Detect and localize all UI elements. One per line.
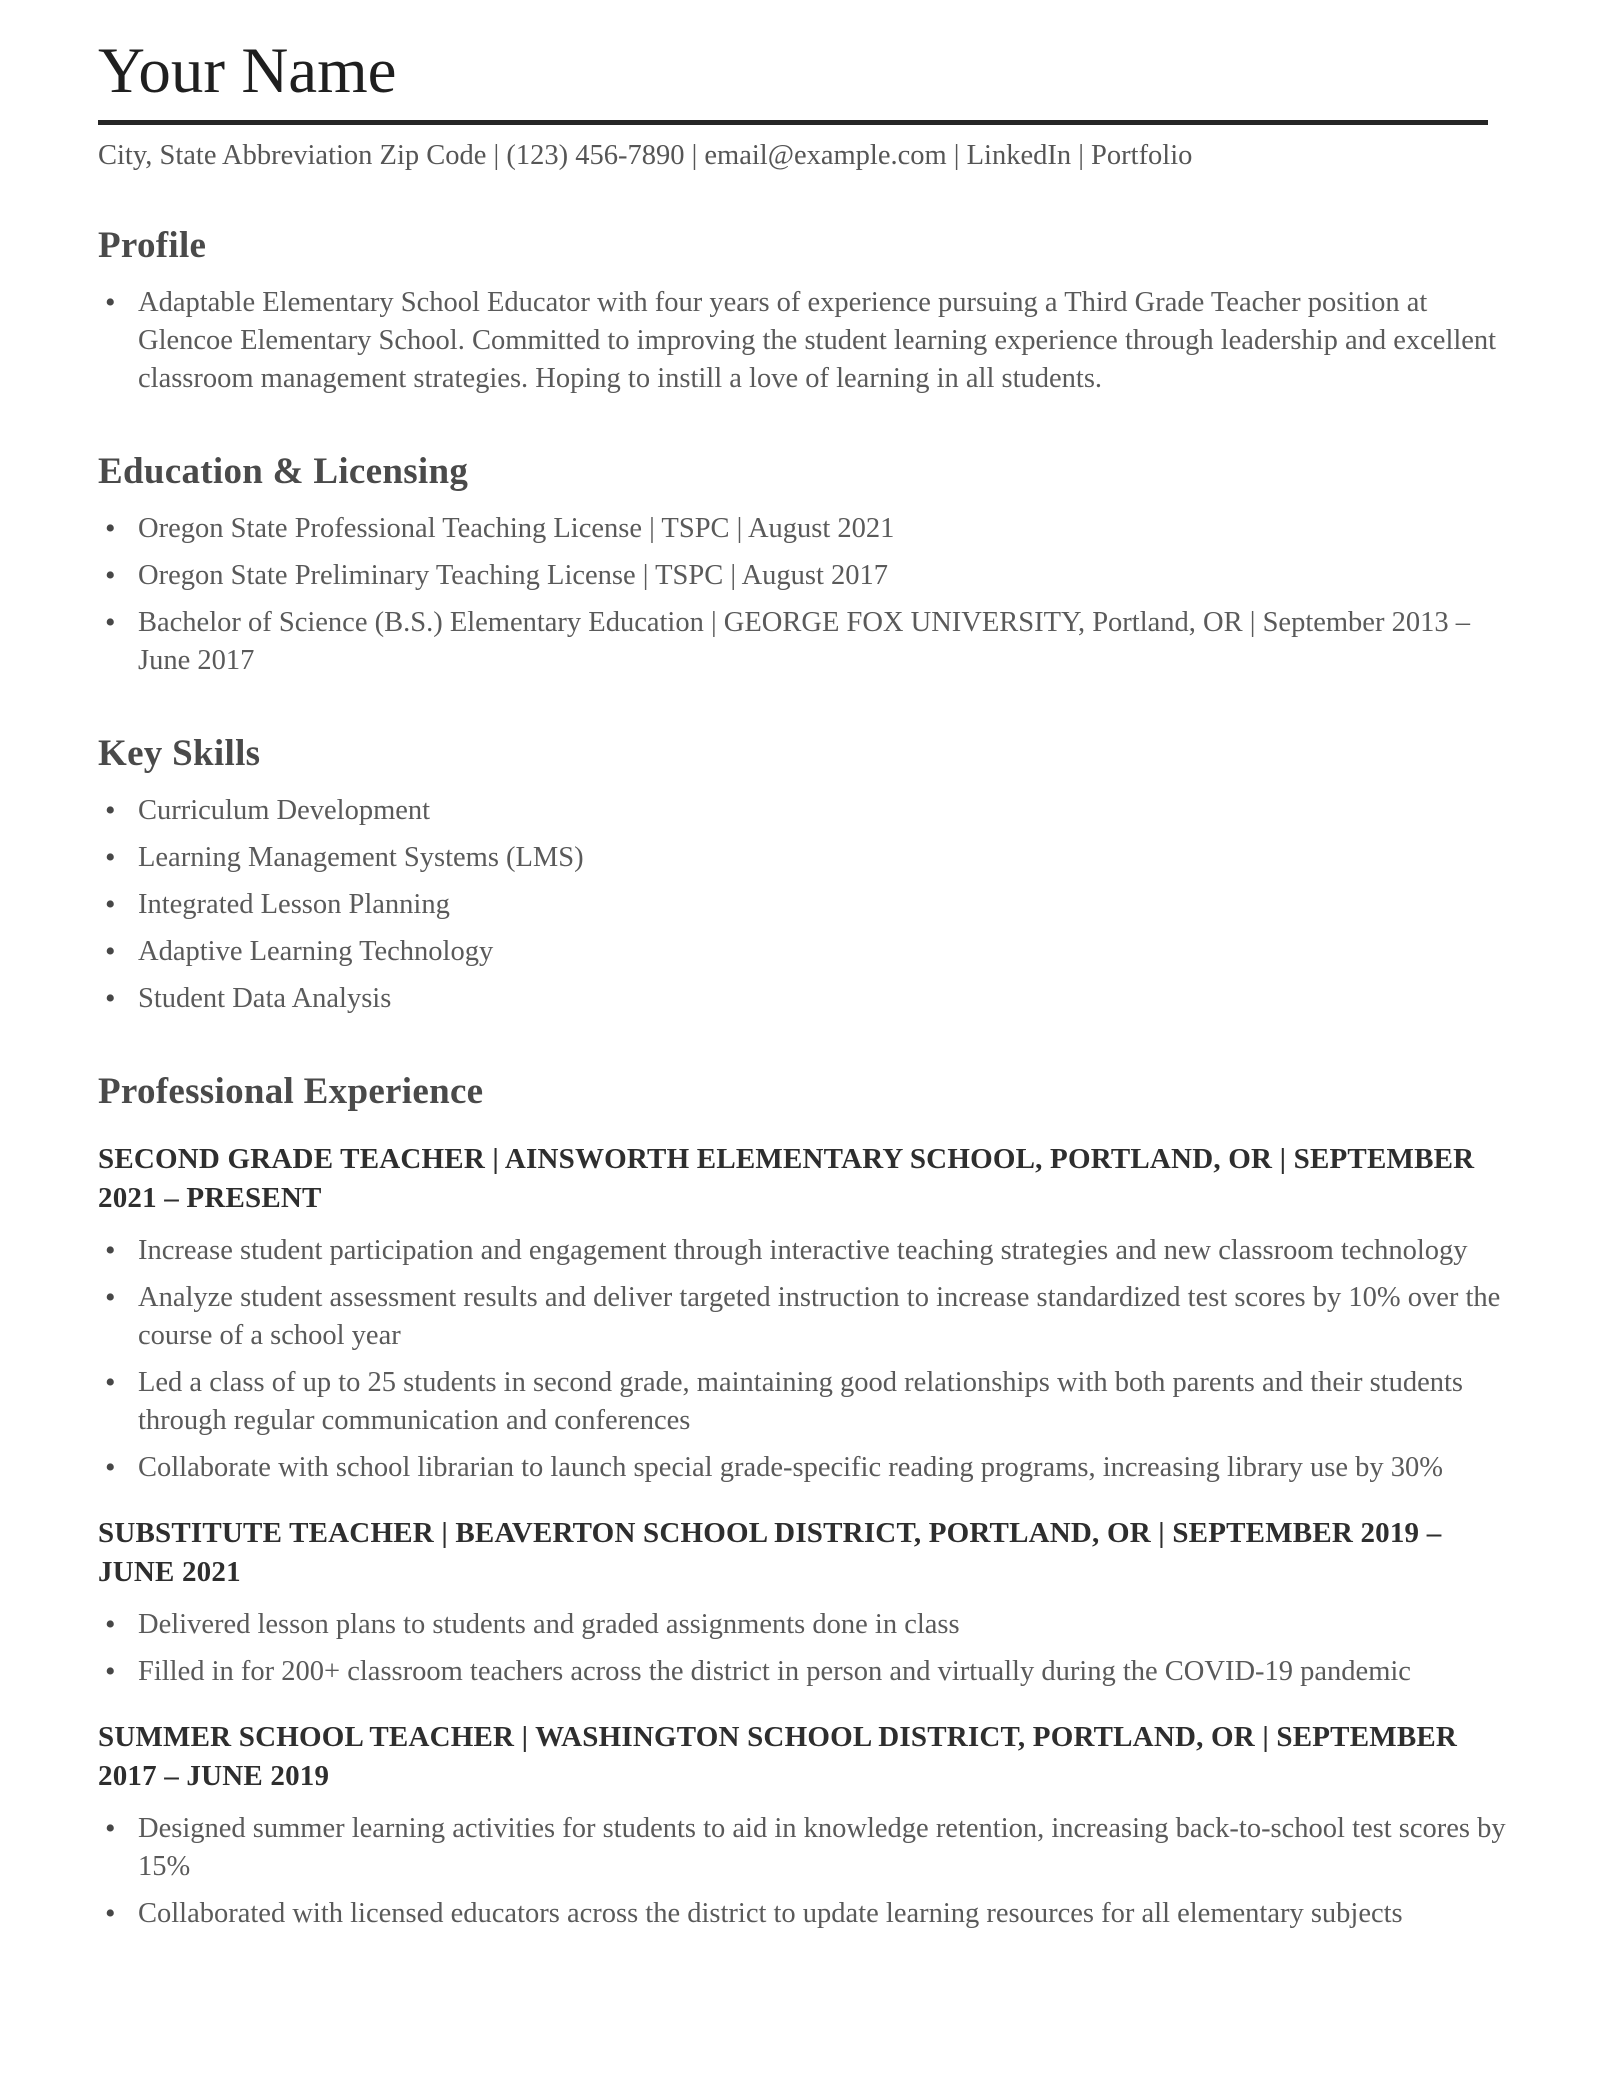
bullet-item: • Filled in for 200+ classroom teachers across the district in person and virtually during the COVID-19 pandemic (98, 1653, 1515, 1691)
job-title: SUMMER SCHOOL TEACHER | WASHINGTON SCHOOL DISTRICT, PORTLAND, OR | SEPTEMBER 2017 – JUNE 2019 (98, 1720, 1458, 1792)
skills-heading: Key Skills (98, 732, 261, 774)
bullet-item: • Adaptable Elementary School Educator with four years of experience pursuing a Third Grade Teacher position at Glencoe Elementary School. Committed to improving the student learning experience through leadership and excellent classroom management strategies. Hoping to instill a love of learning in all students. (98, 284, 1515, 398)
bullet-item: • Delivered lesson plans to students and graded assignments done in class (98, 1606, 1515, 1644)
job-entry (98, 1514, 1515, 1691)
bullet-item: • Integrated Lesson Planning (98, 886, 1515, 924)
job-bullet-list (98, 1810, 1515, 1933)
job-bullet-list (98, 1232, 1515, 1487)
bullet-item: • Collaborated with licensed educators across the district to update learning resources for all elementary subjects (98, 1895, 1515, 1933)
job-title: SUBSTITUTE TEACHER | BEAVERTON SCHOOL DISTRICT, PORTLAND, OR | SEPTEMBER 2019 – JUNE 2021 (98, 1516, 1442, 1588)
bullet-item: • Bachelor of Science (B.S.) Elementary Education | GEORGE FOX UNIVERSITY, Portland, OR | September 2013 – June 2017 (98, 604, 1515, 680)
skills-bullet-list (98, 792, 1515, 1018)
profile-bullet-list (98, 284, 1515, 398)
bullet-item: • Oregon State Preliminary Teaching License | TSPC | August 2017 (98, 557, 1515, 595)
bullet-item: • Student Data Analysis (98, 980, 1515, 1018)
education-section (98, 450, 1515, 680)
job-entry (98, 1140, 1515, 1487)
bullet-item: • Increase student participation and engagement through interactive teaching strategies and new classroom technology (98, 1232, 1515, 1270)
contact-line: City, State Abbreviation Zip Code | (123) 456-7890 | email@example.com | LinkedIn | Portfolio (98, 139, 1193, 171)
skills-section (98, 732, 1515, 1018)
job-entry (98, 1718, 1515, 1933)
bullet-item: • Designed summer learning activities for students to aid in knowledge retention, increasing back-to-school test scores by 15% (98, 1810, 1515, 1886)
job-title: SECOND GRADE TEACHER | AINSWORTH ELEMENTARY SCHOOL, PORTLAND, OR | SEPTEMBER 2021 – PRESENT (98, 1142, 1475, 1214)
bullet-item: • Analyze student assessment results and deliver targeted instruction to increase standardized test scores by 10% over the course of a school year (98, 1279, 1515, 1355)
job-bullet-list (98, 1606, 1515, 1691)
resume-header (98, 36, 1515, 172)
experience-section (98, 1070, 1515, 1933)
profile-section (98, 224, 1515, 398)
bullet-item: • Collaborate with school librarian to launch special grade-specific reading programs, increasing library use by 30% (98, 1449, 1515, 1487)
header-divider (98, 120, 1488, 125)
profile-heading: Profile (98, 224, 207, 266)
bullet-item: • Curriculum Development (98, 792, 1515, 830)
bullet-item: • Oregon State Professional Teaching License | TSPC | August 2021 (98, 510, 1515, 548)
education-bullet-list (98, 510, 1515, 680)
bullet-item: • Learning Management Systems (LMS) (98, 839, 1515, 877)
bullet-item: • Led a class of up to 25 students in second grade, maintaining good relationships with both parents and their students through regular communication and conferences (98, 1364, 1515, 1440)
education-heading: Education & Licensing (98, 450, 469, 492)
bullet-item: • Adaptive Learning Technology (98, 933, 1515, 971)
experience-heading: Professional Experience (98, 1070, 484, 1112)
person-name: Your Name (98, 35, 397, 107)
